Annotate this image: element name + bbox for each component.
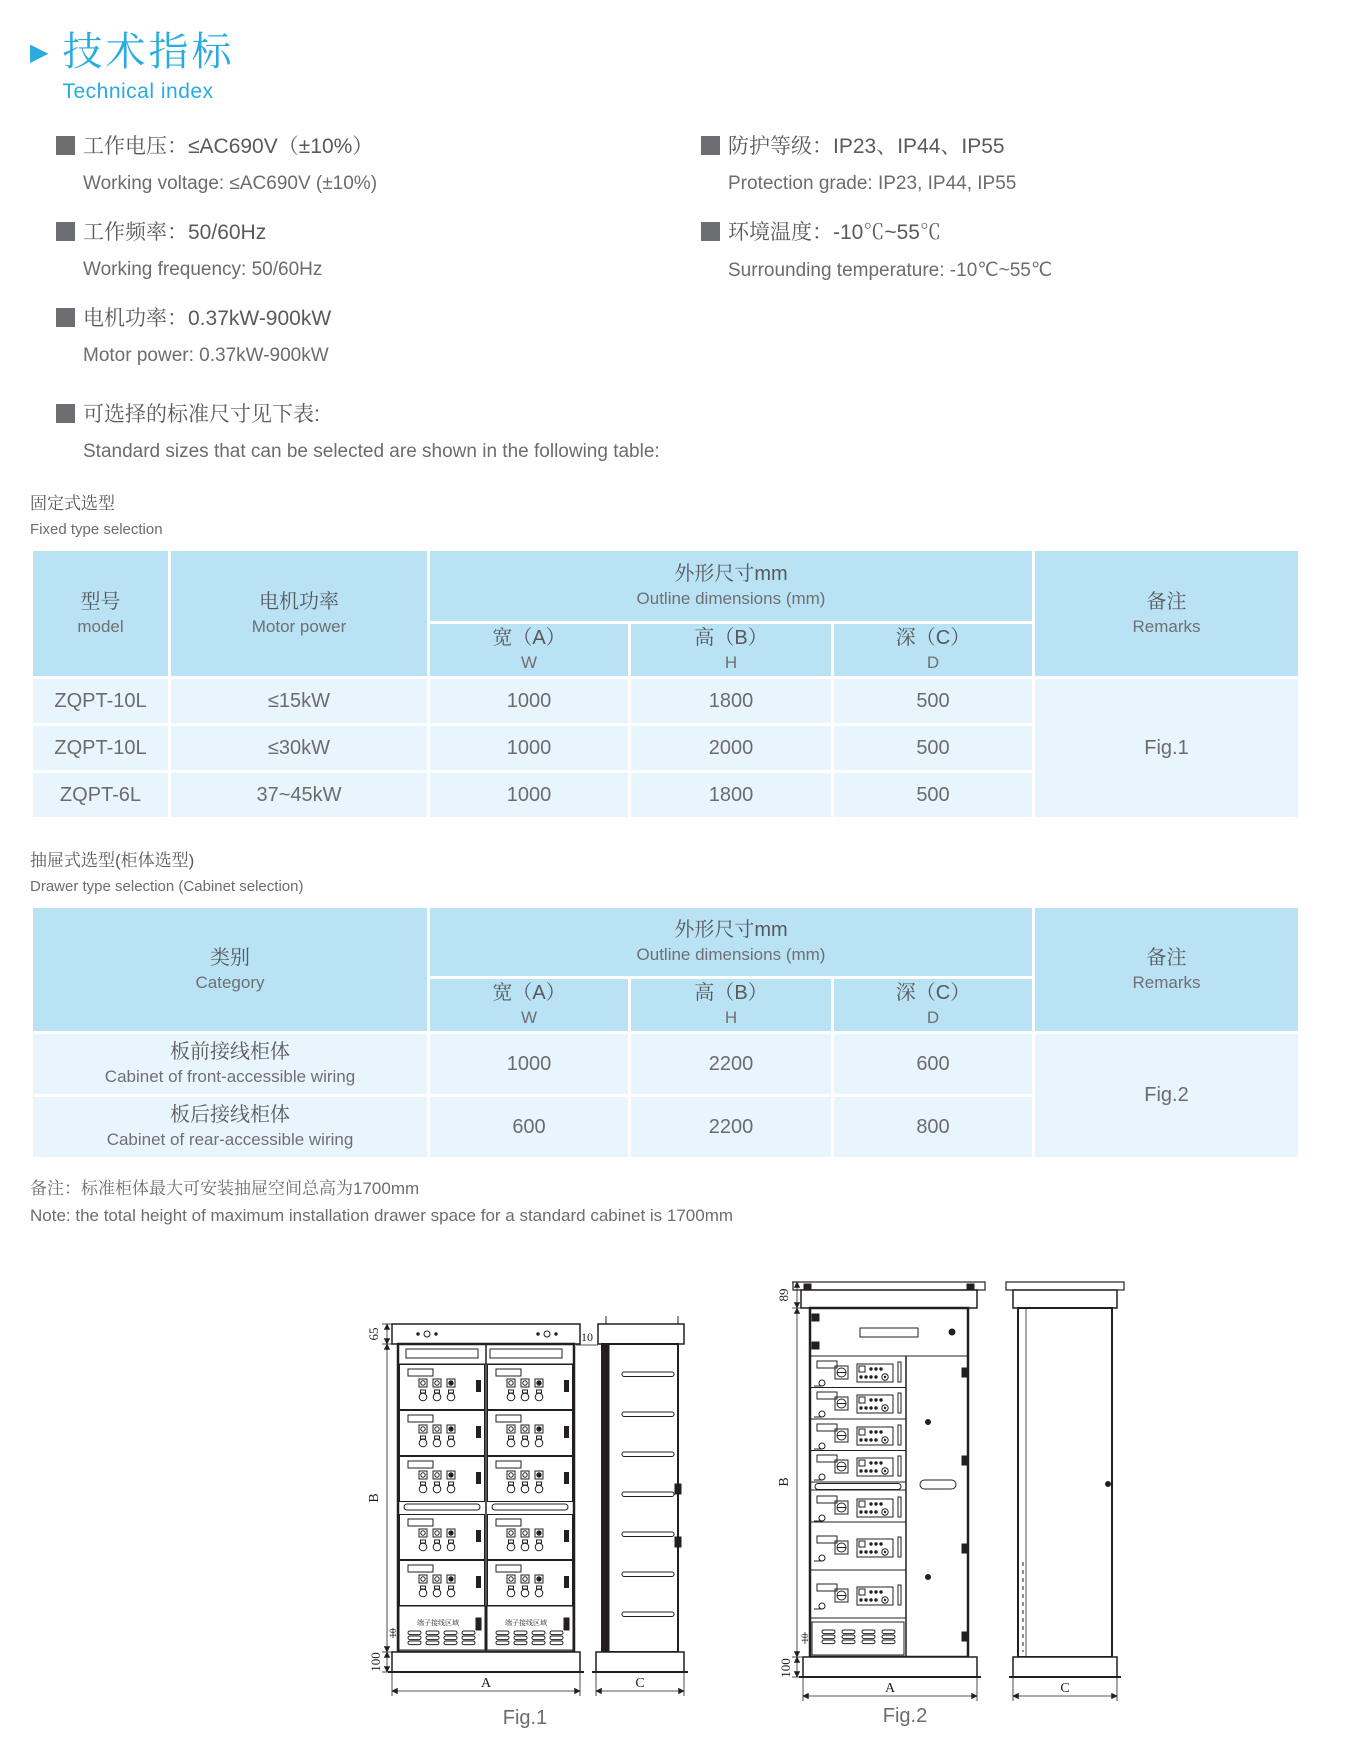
section-title-zh: 固定式选型: [30, 494, 115, 513]
cell-d: 800: [834, 1097, 1032, 1157]
square-bullet-icon: [56, 404, 75, 423]
section-title-zh: 抽屉式选型(柜体选型): [30, 851, 195, 870]
section-title-en: Fixed type selection: [30, 521, 163, 538]
header-cell-remarks: 备注 Remarks: [1035, 551, 1298, 676]
spec-motor-power: [56, 302, 701, 367]
triangle-bullet-icon: ▶: [30, 39, 49, 66]
fig1-drawing: [330, 1232, 700, 1737]
cell-w: 1000: [430, 726, 628, 770]
fig1-dim-width: A: [480, 1676, 492, 1691]
fig1-dim-depth: C: [635, 1676, 645, 1691]
table-row: [33, 1034, 1298, 1094]
cell-w: 1000: [430, 773, 628, 817]
section-title-en: Drawer type selection (Cabinet selection): [30, 878, 304, 895]
fig1-dim-height: B: [367, 1493, 382, 1503]
spec-en-text: Motor power: 0.37kW-900kW: [83, 345, 329, 366]
spec-zh-text: 工作频率：50/60Hz: [83, 221, 267, 244]
table-row: [33, 679, 1298, 723]
terminal-area-label: 端子接线区域: [417, 1620, 459, 1627]
fig1-dim-small: 10: [388, 1628, 398, 1638]
spec-zh-text: 电机功率：0.37kW-900kW: [83, 307, 332, 330]
cell-category: 板前接线柜体 Cabinet of front-accessible wiring: [33, 1034, 427, 1094]
header-cell-height: 高（B） H: [631, 624, 831, 676]
spec-zh-text: 可选择的标准尺寸见下表:: [83, 403, 320, 426]
cell-h: 1800: [631, 773, 831, 817]
header-cell-remarks: 备注 Remarks: [1035, 908, 1298, 1031]
page-title: 技术指标: [62, 30, 235, 74]
cell-d: 500: [834, 773, 1032, 817]
header-cell-width: 宽（A） W: [430, 979, 628, 1031]
drawer-section-title: [30, 846, 1321, 895]
spec-standard-sizes: [56, 398, 1321, 463]
header-cell-outline-dimensions: 外形尺寸mm Outline dimensions (mm): [430, 908, 1032, 976]
square-bullet-icon: [56, 222, 75, 241]
fig1-caption: Fig.1: [502, 1707, 548, 1729]
cell-h: 2200: [631, 1097, 831, 1157]
note-zh: 备注：标准柜体最大可安装抽屉空间总高为1700mm: [30, 1179, 420, 1198]
note-en: Note: the total height of maximum installation drawer space for a standard cabinet is 1700mm: [30, 1206, 734, 1225]
fig2-dim-top: 89: [776, 1288, 791, 1302]
cell-model: ZQPT-6L: [33, 773, 168, 817]
spec-working-frequency: [56, 216, 701, 281]
header-cell-category: 类别 Category: [33, 908, 427, 1031]
cell-h: 2000: [631, 726, 831, 770]
cell-h: 2200: [631, 1034, 831, 1094]
spec-en-text: Working voltage: ≤AC690V (±10%): [83, 173, 378, 194]
spec-en-text: Working frequency: 50/60Hz: [83, 259, 323, 280]
fig2-dim-depth: C: [1060, 1681, 1070, 1696]
fixed-type-table: [30, 548, 1301, 820]
header-cell-depth: 深（C） D: [834, 624, 1032, 676]
spec-surrounding-temperature: [701, 216, 1321, 282]
spec-zh-text: 防护等级：IP23、IP44、IP55: [728, 135, 1005, 158]
cell-w: 600: [430, 1097, 628, 1157]
cell-h: 1800: [631, 679, 831, 723]
fig1-dim-offset: 10: [581, 1330, 593, 1344]
cell-remark: Fig.2: [1035, 1034, 1298, 1157]
square-bullet-icon: [701, 222, 720, 241]
spec-protection-grade: [701, 130, 1321, 195]
cell-category: 板后接线柜体 Cabinet of rear-accessible wiring: [33, 1097, 427, 1157]
cell-d: 500: [834, 679, 1032, 723]
cell-w: 1000: [430, 679, 628, 723]
cell-power: ≤30kW: [171, 726, 427, 770]
header-cell-height: 高（B） H: [631, 979, 831, 1031]
cell-d: 500: [834, 726, 1032, 770]
cell-power: ≤15kW: [171, 679, 427, 723]
square-bullet-icon: [701, 136, 720, 155]
figures-area: [30, 1232, 1321, 1737]
page-subtitle: Technical index: [62, 80, 214, 103]
header-cell-motor-power: 电机功率 Motor power: [171, 551, 427, 676]
spec-zh-text: 工作电压：≤AC690V（±10%）: [83, 135, 374, 158]
drawer-type-table: [30, 905, 1301, 1160]
fig2-drawing: [720, 1232, 1130, 1737]
terminal-area-label: 端子接线区域: [505, 1620, 547, 1627]
header-cell-width: 宽（A） W: [430, 624, 628, 676]
spec-column-left: [56, 130, 701, 388]
square-bullet-icon: [56, 308, 75, 327]
page-header: [30, 30, 1321, 104]
cell-d: 600: [834, 1034, 1032, 1094]
cell-w: 1000: [430, 1034, 628, 1094]
spec-working-voltage: [56, 130, 701, 195]
header-cell-depth: 深（C） D: [834, 979, 1032, 1031]
header-cell-model: 型号 model: [33, 551, 168, 676]
cell-model: ZQPT-10L: [33, 726, 168, 770]
cell-remark: Fig.1: [1035, 679, 1298, 817]
spec-en-text: Protection grade: IP23, IP44, IP55: [728, 173, 1017, 194]
spec-list: [56, 130, 1321, 388]
fig2-caption: Fig.2: [882, 1705, 928, 1727]
fig1-dim-top: 65: [366, 1327, 381, 1341]
fixed-section-title: [30, 489, 1321, 538]
spec-zh-text: 环境温度：-10℃~55℃: [728, 221, 941, 244]
spec-en-text: Standard sizes that can be selected are shown in the following table:: [83, 441, 660, 462]
header-cell-outline-dimensions: 外形尺寸mm Outline dimensions (mm): [430, 551, 1032, 621]
fig2-dim-height: B: [777, 1477, 792, 1487]
cell-model: ZQPT-10L: [33, 679, 168, 723]
cell-power: 37~45kW: [171, 773, 427, 817]
fig2-dim-base: 100: [778, 1658, 793, 1678]
fig1-dim-base: 100: [368, 1652, 383, 1672]
square-bullet-icon: [56, 136, 75, 155]
fig2-dim-width: A: [884, 1681, 896, 1696]
spec-column-right: [701, 130, 1321, 388]
spec-en-text: Surrounding temperature: -10℃~55℃: [728, 260, 1053, 281]
cabinet-note: [30, 1174, 1321, 1226]
fig2-dim-small: 10: [800, 1633, 810, 1643]
